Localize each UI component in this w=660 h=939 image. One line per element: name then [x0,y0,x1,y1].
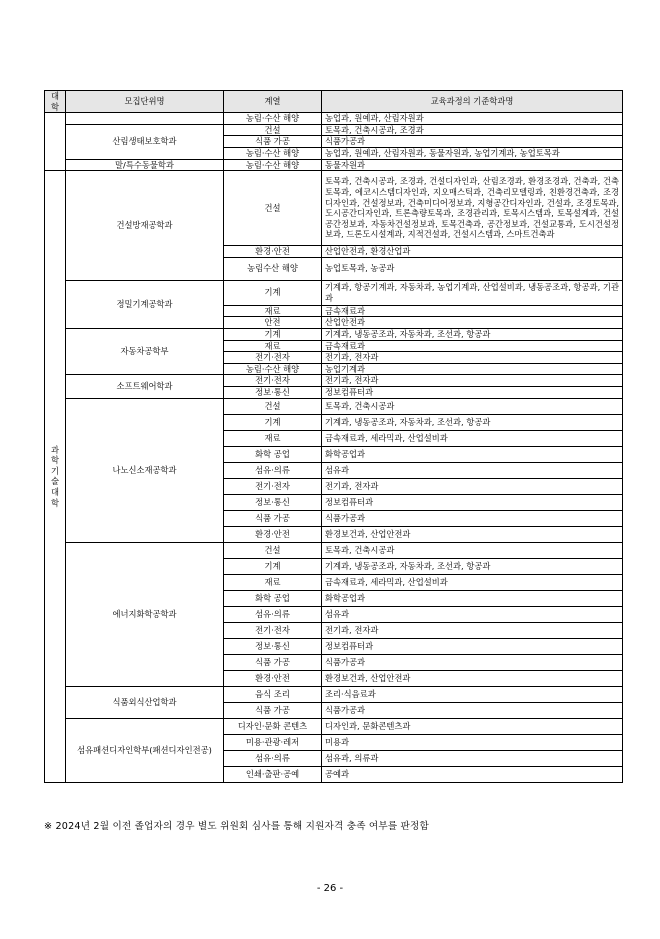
category-cell: 식품 가공 [224,702,322,718]
category-cell: 미용·관광·레저 [224,734,322,750]
dept-cell: 농업토목과, 농공과 [322,257,623,280]
dept-cell: 전기과, 전자과 [322,622,623,638]
dept-cell: 토목과, 건축시공과, 조경과, 건설디자인과, 산림조경과, 환경조경과, 건축과, 건축토목과, 에코시스템디자인과, 지오매스틱과, 건축리모델링과, 친환경건축과, 조경디자인과, 건설정보과, 건축미디어정보과, 지형공간디자인과, 건설과, 조경토목과, 도시공간디자인과, 트론측량토목과, 조경관리과, 토목시스템과, 토목설계과, 건설공간정보과, 자동차건설정보과, 토목건축과, 공간정보과, 건설교통과, 도시건설정보과, 드론도시설계과, 지적건설과, 건설시스템과, 스마트건축과 [322,171,623,246]
dept-cell: 식품가공과 [322,136,623,148]
category-cell: 건설 [224,171,322,246]
unit-precision: 정밀기계공학과 [66,280,224,328]
category-cell: 전기·전자 [224,375,322,387]
dept-cell: 금속재료과, 세라믹과, 산업설비과 [322,430,623,446]
college-science-tech [45,171,66,782]
category-cell: 기계 [224,558,322,574]
unit-energy: 에너지화학공학과 [66,542,224,686]
table-row [45,171,623,246]
category-cell: 환경·안전 [224,526,322,542]
table-row [45,398,623,414]
dept-cell: 기계과, 냉동공조과, 자동차과, 조선과, 항공과 [322,414,623,430]
dept-cell: 화학공업과 [322,446,623,462]
dept-cell: 섬유과, 의류과 [322,750,623,766]
dept-cell: 기계과, 냉동공조과, 자동차과, 조선과, 항공과 [322,328,623,340]
dept-cell: 동물자원과 [322,159,623,171]
category-cell: 농림수산 해양 [224,257,322,280]
footnote: ※ 2024년 2월 이전 졸업자의 경우 별도 위원회 심사를 통해 지원자격 충족 여부를 판정함 [44,821,429,832]
table-row [45,718,623,734]
category-cell: 정보·통신 [224,494,322,510]
category-cell: 섬유·의류 [224,606,322,622]
dept-cell: 식품가공과 [322,510,623,526]
dept-cell: 금속재료과 [322,305,623,317]
category-cell: 환경·안전 [224,670,322,686]
header-college: 대학 [45,91,66,113]
dept-cell: 조리·식음료과 [322,686,623,702]
category-cell: 농림·수산 해양 [224,159,322,171]
dept-cell: 환경보건과, 산업안전과 [322,526,623,542]
dept-cell: 농업기계과 [322,363,623,375]
header-row [45,91,623,113]
dept-cell: 전기과, 전자과 [322,352,623,364]
table-row [45,686,623,702]
category-cell: 인쇄·출판·공예 [224,766,322,782]
category-cell: 전기·전자 [224,478,322,494]
dept-cell: 정보컴퓨터과 [322,638,623,654]
category-cell: 화학 공업 [224,446,322,462]
dept-cell: 농업과, 원예과, 산림자원과, 동물자원과, 농업기계과, 농업토목과 [322,147,623,159]
category-cell: 건설 [224,398,322,414]
dept-cell: 금속재료과 [322,340,623,352]
category-cell: 전기·전자 [224,352,322,364]
category-cell: 농림·수산 해양 [224,113,322,125]
header-dept: 교육과정의 기준학과명 [322,91,623,113]
category-cell: 농림·수산 해양 [224,147,322,159]
category-cell: 음식 조리 [224,686,322,702]
category-cell: 식품 가공 [224,654,322,670]
category-cell: 정보·통신 [224,386,322,398]
dept-cell: 섬유과 [322,606,623,622]
dept-cell: 정보컴퓨터과 [322,386,623,398]
category-cell: 기계 [224,328,322,340]
unit-software: 소프트웨어학과 [66,375,224,398]
dept-cell: 섬유과 [322,462,623,478]
admission-table [44,90,623,783]
table-row [45,280,623,305]
category-cell: 재료 [224,430,322,446]
dept-cell: 토목과, 건축시공과 [322,398,623,414]
category-cell: 화학 공업 [224,590,322,606]
table-row [45,159,623,171]
table-row [45,113,623,125]
dept-cell: 산업안전과, 환경산업과 [322,246,623,258]
dept-cell: 기계과, 냉동공조과, 자동차과, 조선과, 항공과 [322,558,623,574]
category-cell: 재료 [224,340,322,352]
dept-cell: 산업안전과 [322,317,623,329]
category-cell: 안전 [224,317,322,329]
dept-cell: 전기과, 전자과 [322,375,623,387]
dept-cell: 기계과, 항공기계과, 자동차과, 농업기계과, 산업설비과, 냉동공조과, 항공과, 기관과 [322,280,623,305]
category-cell: 식품 가공 [224,136,322,148]
table-row [45,124,623,136]
category-cell: 농림·수산 해양 [224,363,322,375]
category-cell: 식품 가공 [224,510,322,526]
page-number: - 26 - [316,883,344,894]
category-cell: 정보·통신 [224,638,322,654]
college-cell-prev [45,113,66,171]
unit-food: 식품외식산업학과 [66,686,224,718]
dept-cell: 정보컴퓨터과 [322,494,623,510]
dept-cell: 식품가공과 [322,702,623,718]
category-cell: 기계 [224,280,322,305]
unit-disaster: 건설방재공학과 [66,171,224,281]
header-category: 계열 [224,91,322,113]
unit-fashion: 섬유패션디자인학부(패션디자인전공) [66,718,224,782]
dept-cell: 전기과, 전자과 [322,478,623,494]
category-cell: 재료 [224,574,322,590]
unit-nano: 나노신소재공학과 [66,398,224,542]
college-name: 과학 기술 대학 [50,444,59,508]
dept-cell: 디자인과, 문화콘텐츠과 [322,718,623,734]
dept-cell: 농업과, 원예과, 산림자원과 [322,113,623,125]
category-cell: 디자인·문화 콘텐츠 [224,718,322,734]
dept-cell: 금속재료과, 세라믹과, 산업설비과 [322,574,623,590]
dept-cell: 환경보건과, 산업안전과 [322,670,623,686]
dept-cell: 화학공업과 [322,590,623,606]
unit-auto: 자동차공학부 [66,328,224,374]
table-row [45,375,623,387]
category-cell: 재료 [224,305,322,317]
table-row [45,328,623,340]
dept-cell: 공예과 [322,766,623,782]
dept-cell: 식품가공과 [322,654,623,670]
category-cell: 전기·전자 [224,622,322,638]
unit-horse: 말/특수동물학과 [66,159,224,171]
category-cell: 기계 [224,414,322,430]
unit-cell-prev [66,113,224,125]
category-cell: 건설 [224,542,322,558]
category-cell: 환경·안전 [224,246,322,258]
unit-forest: 산림생태보호학과 [66,124,224,159]
dept-cell: 토목과, 건축시공과, 조경과 [322,124,623,136]
header-unit: 모집단위명 [66,91,224,113]
table-row [45,542,623,558]
dept-cell: 미용과 [322,734,623,750]
category-cell: 섬유·의류 [224,462,322,478]
category-cell: 섬유·의류 [224,750,322,766]
category-cell: 건설 [224,124,322,136]
dept-cell: 토목과, 건축시공과 [322,542,623,558]
